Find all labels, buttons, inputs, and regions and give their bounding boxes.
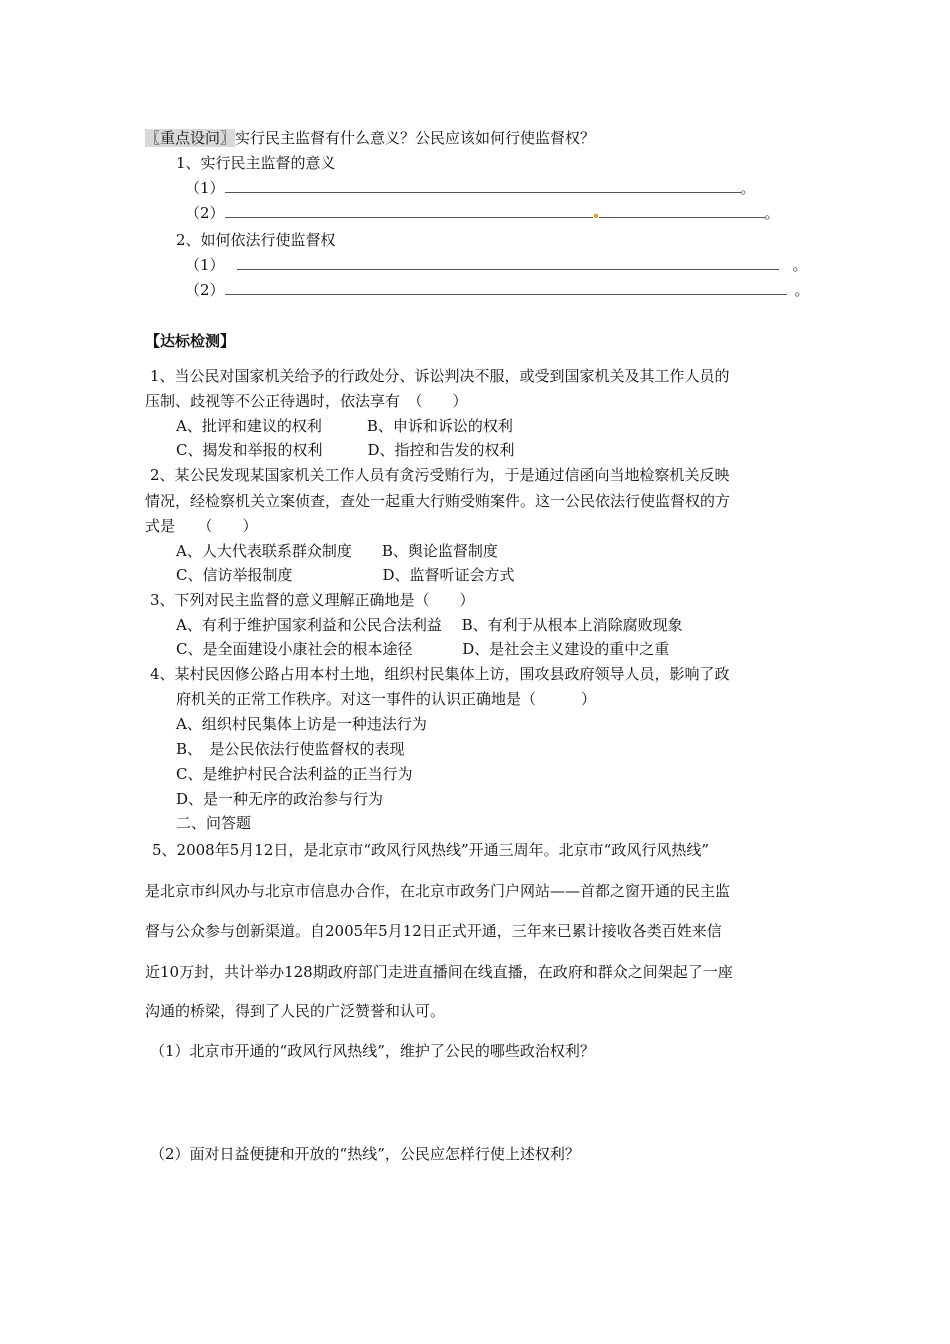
- answer-blank-1[interactable]: [225, 180, 741, 193]
- q5-line-2: 是北京市纠风办与北京市信息办合作，在北京市政务门户网站——首都之窗开通的民主监: [145, 882, 731, 900]
- q5-line-5: 沟通的桥梁，得到了人民的广泛赞誉和认可。: [145, 1002, 446, 1020]
- answer-blank-2b[interactable]: [599, 205, 765, 218]
- answer-blank-2a[interactable]: [225, 205, 593, 218]
- blank-label-2: （2）: [185, 204, 225, 222]
- blank-line-1: [185, 177, 756, 198]
- q1-options-ab: A、批评和建议的权利 B、申诉和诉讼的权利: [176, 417, 513, 435]
- blank-end-4: 。: [794, 281, 810, 299]
- focus-tag: 〖重点设问〗: [145, 129, 236, 147]
- answer-blank-3[interactable]: [237, 257, 779, 270]
- q2-line-1: 2、某公民发现某国家机关工作人员有贪污受贿行为，于是通过信函向当地检察机关反映: [150, 466, 730, 484]
- q5-subquestion-1: （1）北京市开通的“政风行风热线”，维护了公民的哪些政治权利？: [150, 1042, 595, 1060]
- blank-line-2: [185, 202, 780, 223]
- q1-line-2: 压制、歧视等不公正待遇时，依法享有 （ ）: [145, 392, 468, 410]
- blank-end-3: 。: [792, 256, 808, 274]
- q2-line-3: 式是 （ ）: [145, 517, 258, 535]
- q2-line-2: 情况，经检察机关立案侦查，查处一起重大行贿受贿案件。这一公民依法行使监督权的方: [145, 492, 731, 510]
- q1-options-cd: C、揭发和举报的权利 D、指控和告发的权利: [176, 441, 515, 459]
- section-heading-qa: 二、问答题: [176, 814, 252, 832]
- focus-question: [145, 127, 595, 148]
- blank-label-1: （1）: [185, 179, 225, 197]
- q5-subquestion-2: （2）面对日益便捷和开放的“热线”，公民应怎样行使上述权利？: [150, 1145, 580, 1163]
- focus-question-text: 实行民主监督有什么意义？公民应该如何行使监督权？: [235, 129, 596, 147]
- q1-line-1: 1、当公民对国家机关给予的行政处分、诉讼判决不服，或受到国家机关及其工作人员的: [150, 367, 730, 385]
- answer-blank-4[interactable]: [225, 282, 787, 295]
- q3-options-cd: C、是全面建设小康社会的根本途径 D、是社会主义建设的重中之重: [176, 640, 670, 658]
- q2-options-cd: C、信访举报制度 D、监督听证会方式: [176, 566, 515, 584]
- q5-line-1: 5、2008年5月12日，是北京市“政风行风热线”开通三周年。北京市“政风行风热线”: [152, 841, 710, 859]
- q4-option-a: A、组织村民集体上访是一种违法行为: [176, 715, 427, 733]
- blank-label-4: （2）: [185, 281, 225, 299]
- blank-end-1: 。: [740, 179, 756, 197]
- q5-line-3: 督与公众参与创新渠道。自2005年5月12日正式开通，三年来已累计接收各类百姓来信: [145, 922, 722, 940]
- blank-end-2: 。: [764, 204, 780, 222]
- q4-option-b: B、 是公民依法行使监督权的表现: [176, 740, 405, 758]
- q4-option-c: C、是维护村民合法利益的正当行为: [176, 765, 413, 783]
- q2-options-ab: A、人大代表联系群众制度 B、舆论监督制度: [176, 542, 498, 560]
- blank-label-3: （1）: [185, 256, 225, 274]
- q4-option-d: D、是一种无序的政治参与行为: [176, 790, 384, 808]
- focus-heading-2: 2、如何依法行使监督权: [176, 231, 336, 249]
- q5-line-4: 近10万封，共计举办128期政府部门走进直播间在线直播，在政府和群众之间架起了一座: [145, 963, 733, 981]
- q3-line-1: 3、下列对民主监督的意义理解正确地是（ ）: [150, 591, 475, 609]
- q4-line-1: 4、某村民因修公路占用本村土地，组织村民集体上访，围攻县政府领导人员，影响了政: [150, 665, 730, 683]
- focus-heading-1: 1、实行民主监督的意义: [176, 154, 336, 172]
- q3-options-ab: A、有利于维护国家利益和公民合法利益 B、有利于从根本上消除腐败现象: [176, 616, 683, 634]
- blank-line-3: [185, 254, 808, 275]
- mark-dot: [594, 214, 598, 218]
- section-title-test: 【达标检测】: [145, 332, 236, 350]
- q4-line-2: 府机关的正常工作秩序。对这一事件的认识正确地是（ ）: [176, 690, 597, 708]
- blank-line-4: [185, 279, 810, 300]
